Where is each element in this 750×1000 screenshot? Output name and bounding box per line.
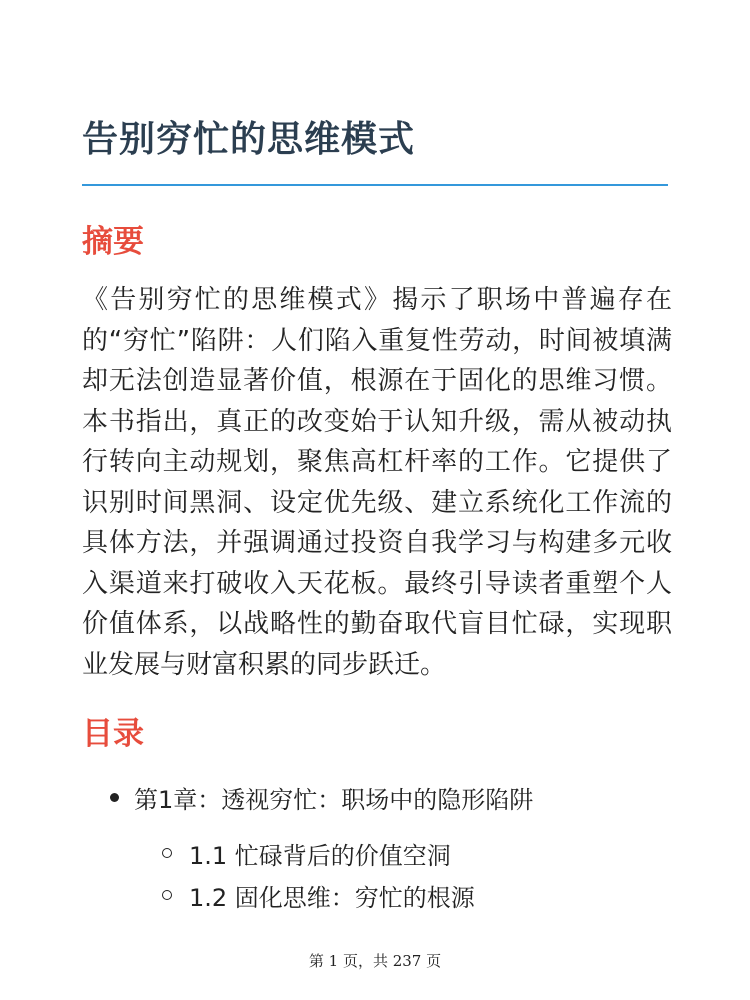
bullet-circle-icon [162, 890, 172, 900]
title-divider [82, 184, 668, 186]
toc-chapter-1 [110, 772, 533, 822]
toc-item-1-2 [162, 872, 475, 918]
toc-item-1-1 [162, 830, 451, 876]
bullet-disc-icon [110, 793, 119, 802]
document-title: 告别穷忙的思维模式 [82, 119, 416, 160]
toc-item-label: 1.2 固化思维：穷忙的根源 [189, 883, 475, 912]
summary-paragraph: 《告别穷忙的思维模式》揭示了职场中普遍存在的“穷忙”陷阱：人们陷入重复性劳动，时间被填满却无法创造显著价值，根源在于固化的思维习惯。本书指出，真正的改变始于认知升级，需从被动执行转向主动规划，聚焦高杠杆率的工作。它提供了识别时间黑洞、设定优先级、建立系统化工作流的具体方法，并强调通过投资自我学习与构建多元收入渠道来打破收入天花板。最终引导读者重塑个人价值体系，以战略性的勤奋取代盲目忙碌，实现职业发展与财富积累的同步跃迁。 [82, 285, 672, 680]
summary-heading: 摘要 [82, 224, 144, 260]
bullet-circle-icon [162, 848, 172, 858]
page-footer: 第 1 页，共 237 页 [308, 952, 442, 970]
toc-heading: 目录 [82, 716, 144, 752]
toc-chapter-label: 第1章：透视穷忙：职场中的隐形陷阱 [134, 785, 534, 814]
toc-item-label: 1.1 忙碌背后的价值空洞 [189, 841, 451, 870]
